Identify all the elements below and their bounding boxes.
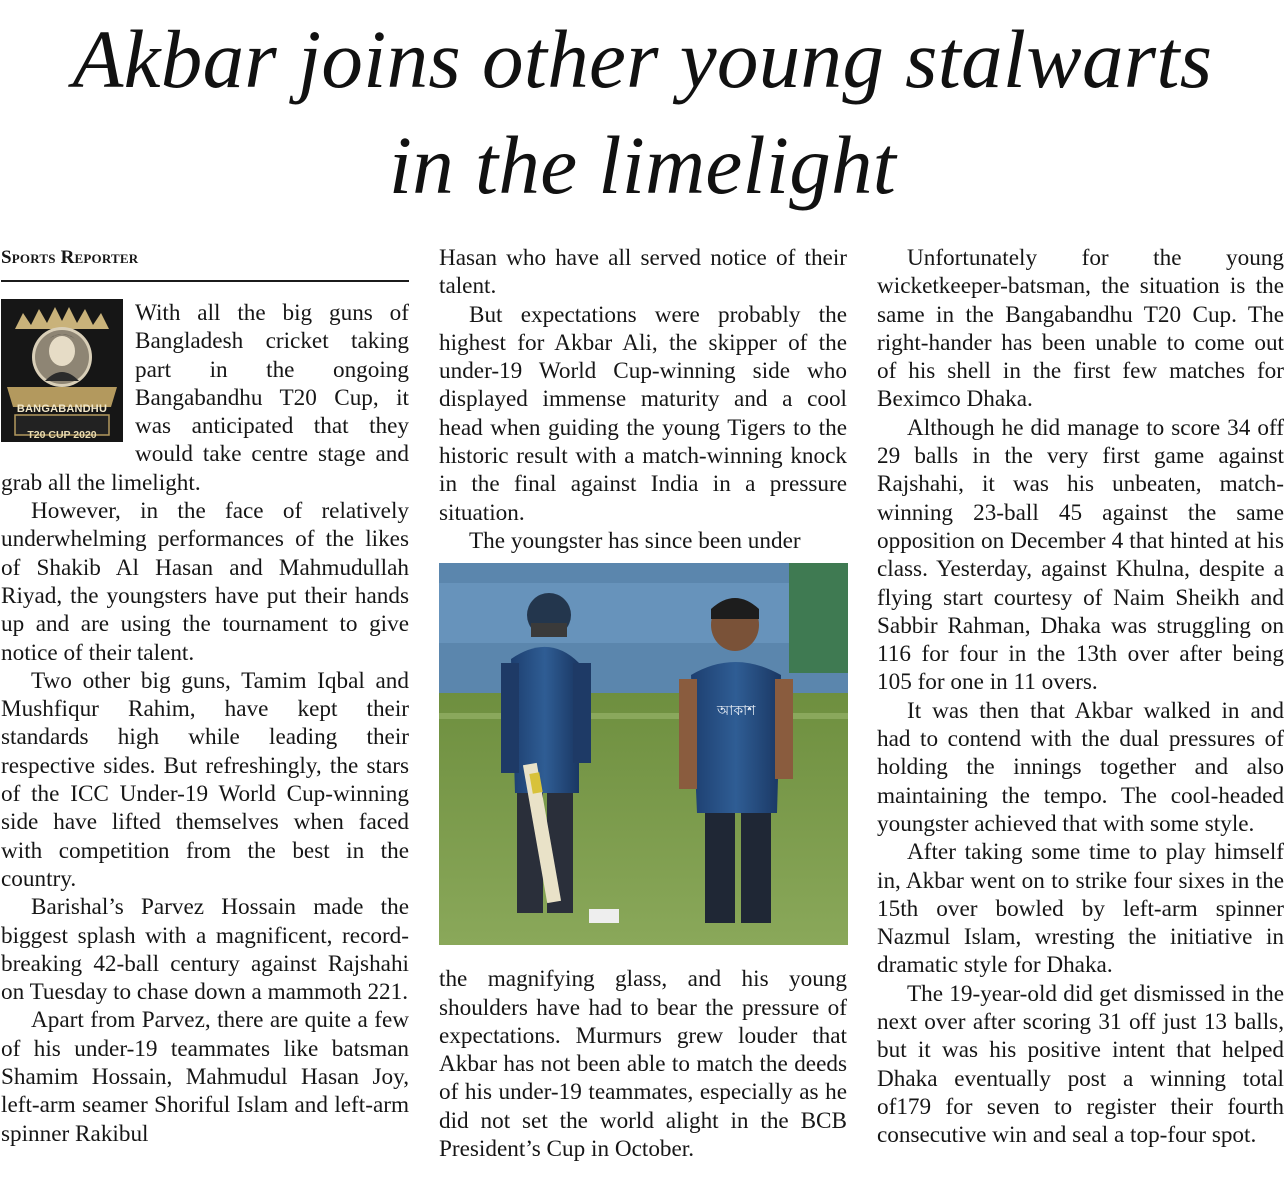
article-column-3 <box>877 244 1284 1150</box>
headline-line-2: in the limelight <box>388 119 897 211</box>
paragraph: Hasan who have all served notice of their talent. <box>439 245 847 300</box>
article-column-2 <box>439 244 847 1163</box>
byline: Sports Reporter <box>1 247 139 268</box>
headline <box>0 6 1285 218</box>
tournament-logo <box>1 299 123 442</box>
paragraph: Although he did manage to score 34 off 29 balls in the very first game against Rajshahi, it was his unbeaten, match-winning 23-ball 45 against the same opposition on December 4 that hinted at his class. Yesterday, against Khulna, despite a flying start courtesy of Naim Sheikh and Sabbir Rahman, Dhaka was struggling on 116 for four in the 13th over after being 105 for one in 11 overs. <box>877 414 1284 696</box>
paragraph: Barishal’s Parvez Hossain made the biggest splash with a magnificent, record-breaking 42-ball century against Rajshahi on Tuesday to chase down a mammoth 221. <box>1 894 409 1006</box>
paragraph: The youngster has since been under <box>469 527 801 554</box>
logo-title: BANGABANDHU <box>16 403 108 415</box>
paragraph: With all the big guns of Bangladesh cricket taking part in the ongoing Bangabandhu T20 Cup, it was anticipated that they would take centre stage and grab all the limelight. <box>1 300 409 496</box>
jersey-lettering: আকাশ <box>717 703 756 720</box>
paragraph: But expectations were probably the highest for Akbar Ali, the skipper of the under-19 World Cup-winning side who displayed immense maturity and a cool head when guiding the young Tigers to the historic result with a match-winning knock in the final against India in a pressure situation. <box>439 301 847 526</box>
paragraph: However, in the face of relatively underwhelming performances of the likes of Shakib Al Hasan and Mahmudullah Riyad, the youngsters have put their hands up and are using the tournament to give notice of their talent. <box>1 498 409 666</box>
article-photo <box>439 563 848 945</box>
paragraph: It was then that Akbar walked in and had to contend with the dual pressures of holding the innings together and also maintaining the tempo. The cool-headed youngster achieved that with some style. <box>877 697 1284 837</box>
paragraph: Apart from Parvez, there are quite a few of his under-19 teammates like batsman Shamim Hossain, Mahmudul Hasan Joy, left-arm seamer Shoriful Islam and left-arm spinner Rakibul <box>1 1007 409 1147</box>
headline-line-1: Akbar joins other young stalwarts <box>72 13 1213 105</box>
players-photo-illustration <box>439 563 848 945</box>
paragraph: After taking some time to play himself in, Akbar went on to strike four sixes in the 15th over bowled by left-arm spinner Nazmul Islam, wresting the initiative in dramatic style for Dhaka. <box>877 839 1284 979</box>
paragraph: Unfortunately for the young wicketkeeper-batsman, the situation is the same in the Bangabandhu T20 Cup. The right-hander has been unable to come out of his shell in the first few matches for Beximco Dhaka. <box>877 245 1284 413</box>
paragraph: The 19-year-old did get dismissed in the next over after scoring 31 off just 13 balls, but it was his positive intent that helped Dhaka eventually post a winning total of179 for seven to register their fourth consecutive win and seal a top-four spot. <box>877 980 1284 1149</box>
article-column-1 <box>1 244 409 1148</box>
logo-subtitle: T20 CUP 2020 <box>27 429 97 441</box>
byline-divider <box>1 280 409 282</box>
paragraph: the magnifying glass, and his young shoulders have had to bear the pressure of expectations. Murmurs grew louder that Akbar has not been able to match the deeds of his under-19 teammates, especially as he did not set the world alight in the BCB President’s Cup in October. <box>439 966 847 1163</box>
paragraph: Two other big guns, Tamim Iqbal and Mushfiqur Rahim, have kept their standards high while leading their respective sides. But refreshingly, the stars of the ICC Under-19 World Cup-winning side have lifted themselves when faced with competition from the best in the country. <box>1 667 409 892</box>
